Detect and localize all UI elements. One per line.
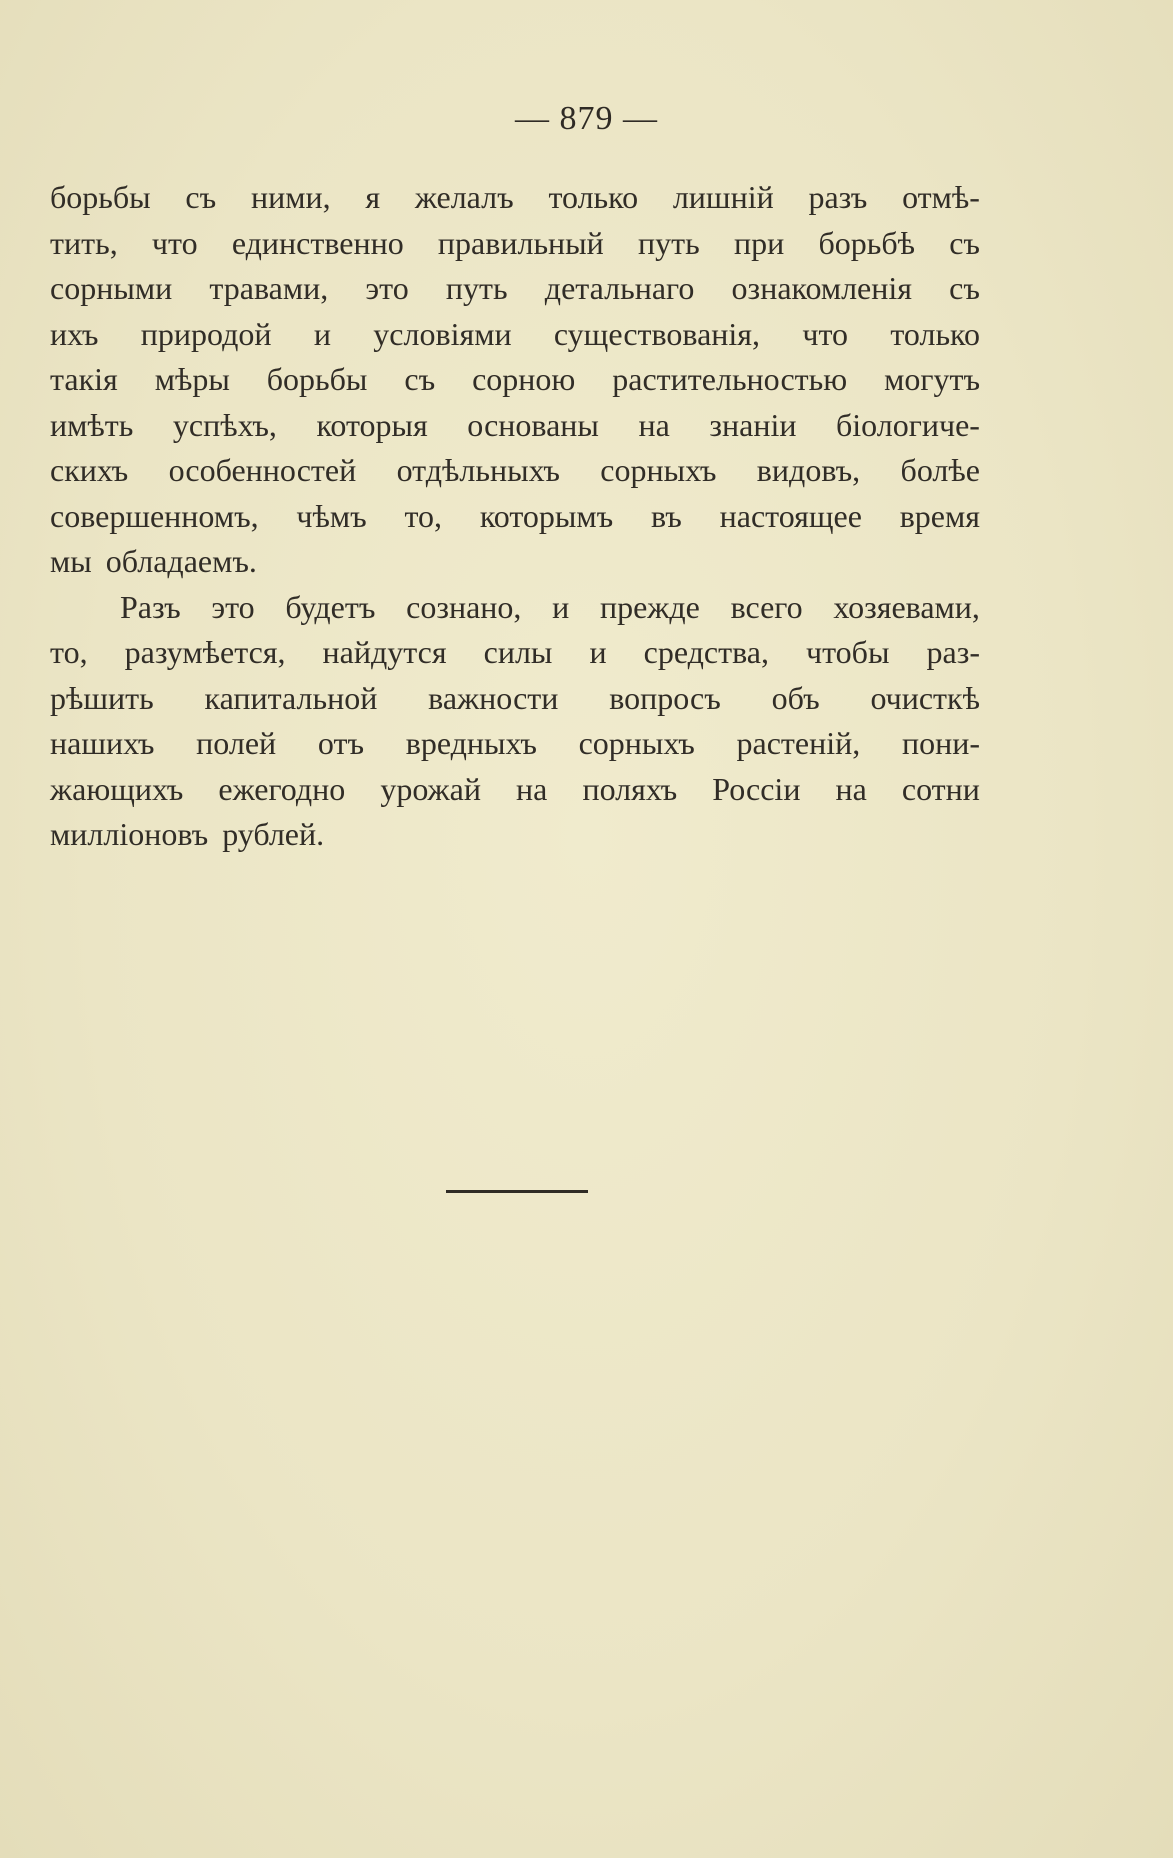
word: путь	[638, 224, 700, 261]
word: ежегодно	[218, 770, 346, 807]
word: отмѣ-	[902, 179, 980, 215]
word: борьбы	[50, 179, 151, 215]
word: раз-	[926, 634, 980, 670]
word: на	[638, 406, 670, 443]
word: могутъ	[884, 361, 980, 397]
word: всего	[730, 588, 803, 625]
word: очисткѣ	[870, 679, 980, 716]
word: растительностью	[612, 361, 848, 397]
word: условіями	[373, 315, 512, 352]
word: пони-	[901, 725, 980, 761]
text-line	[50, 539, 980, 585]
word: рѣшить	[50, 679, 154, 716]
text-line	[50, 221, 980, 267]
word: ихъ	[50, 315, 99, 352]
word: жающихъ	[50, 770, 184, 807]
word: сорныхъ	[578, 725, 695, 761]
word: путь	[445, 270, 508, 306]
page-number: — 879 —	[515, 100, 658, 137]
word: съ	[404, 361, 436, 397]
body-text	[50, 175, 980, 858]
text-line	[50, 812, 980, 858]
word: видовъ,	[756, 452, 861, 488]
word: нашихъ	[50, 725, 155, 761]
word: я	[365, 179, 381, 215]
word: въ	[650, 497, 682, 534]
word: на	[516, 770, 548, 807]
word: основаны	[467, 406, 599, 443]
word: травами,	[209, 270, 329, 306]
word: лишній	[672, 179, 774, 215]
word: силы	[483, 634, 553, 670]
text-line	[50, 175, 980, 221]
section-divider	[446, 1190, 588, 1193]
word: борьбѣ	[818, 224, 915, 261]
word: будетъ	[285, 588, 376, 625]
word: что	[151, 224, 198, 261]
text-line	[50, 721, 980, 767]
word: которыя	[316, 406, 428, 443]
word: и	[589, 634, 607, 670]
text-line	[50, 448, 980, 494]
word: совершенномъ,	[50, 497, 259, 534]
word: рублей.	[222, 816, 325, 852]
word: ними,	[250, 179, 331, 215]
word: время	[899, 497, 980, 534]
word: отъ	[317, 725, 364, 761]
word: біологиче-	[836, 406, 980, 443]
word: природой	[140, 315, 272, 352]
word: полей	[196, 725, 277, 761]
word: съ	[949, 224, 980, 261]
word: капитальной	[204, 679, 378, 716]
word: съ	[949, 270, 980, 306]
word: болѣе	[900, 452, 980, 488]
word: сорными	[50, 270, 173, 306]
word: скихъ	[50, 452, 129, 488]
word: хозяевами,	[833, 588, 980, 625]
word: знаніи	[709, 406, 797, 443]
word: сотни	[901, 770, 980, 807]
word: то,	[404, 497, 443, 534]
word: средства,	[643, 634, 769, 670]
word: поляхъ	[582, 770, 678, 807]
word: вопросъ	[609, 679, 721, 716]
word: разумѣется,	[124, 634, 286, 670]
word: которымъ	[479, 497, 614, 534]
word: на	[835, 770, 867, 807]
word: сорною	[472, 361, 576, 397]
text-line	[50, 585, 980, 631]
word: важности	[428, 679, 559, 716]
word: особенностей	[168, 452, 357, 488]
paragraph-2	[50, 585, 980, 858]
word: съ	[185, 179, 217, 215]
word: вредныхъ	[405, 725, 537, 761]
word: Россіи	[712, 770, 801, 807]
word: найдутся	[322, 634, 447, 670]
text-line	[50, 266, 980, 312]
text-line	[50, 767, 980, 813]
word: отдѣльныхъ	[396, 452, 560, 488]
word: сорныхъ	[600, 452, 717, 488]
word: мѣры	[154, 361, 230, 397]
word: чтобы	[806, 634, 890, 670]
word: существованія,	[553, 315, 761, 352]
word: разъ	[808, 179, 868, 215]
word: тить,	[50, 224, 118, 261]
word: только	[548, 179, 639, 215]
word: растеній,	[736, 725, 861, 761]
word: сознано,	[406, 588, 522, 625]
word: это	[365, 270, 409, 306]
word: детальнаго	[544, 270, 695, 306]
text-line	[50, 676, 980, 722]
text-line	[50, 312, 980, 358]
word: объ	[771, 679, 820, 716]
word: единственно	[231, 224, 404, 261]
word: борьбы	[266, 361, 368, 397]
word: и	[552, 588, 570, 625]
word: такія	[50, 361, 118, 397]
word: Разъ	[120, 588, 181, 625]
word: желалъ	[414, 179, 514, 215]
word: обладаемъ.	[105, 543, 257, 579]
word: милліоновъ	[50, 816, 209, 852]
word: при	[733, 224, 785, 261]
word: что	[802, 315, 848, 352]
word: урожай	[380, 770, 481, 807]
word: чѣмъ	[296, 497, 367, 534]
paragraph-1	[50, 175, 980, 585]
word: успѣхъ,	[172, 406, 277, 443]
word: правильный	[437, 224, 604, 261]
word: настоящее	[719, 497, 862, 534]
word: и	[313, 315, 331, 352]
text-line	[50, 357, 980, 403]
text-line	[50, 494, 980, 540]
word: ознакомленія	[731, 270, 912, 306]
text-line	[50, 403, 980, 449]
text-line	[50, 630, 980, 676]
word: это	[211, 588, 255, 625]
word: мы	[50, 543, 92, 579]
word: только	[890, 315, 980, 352]
word: имѣть	[50, 406, 134, 443]
word: то,	[50, 634, 88, 670]
word: прежде	[599, 588, 700, 625]
